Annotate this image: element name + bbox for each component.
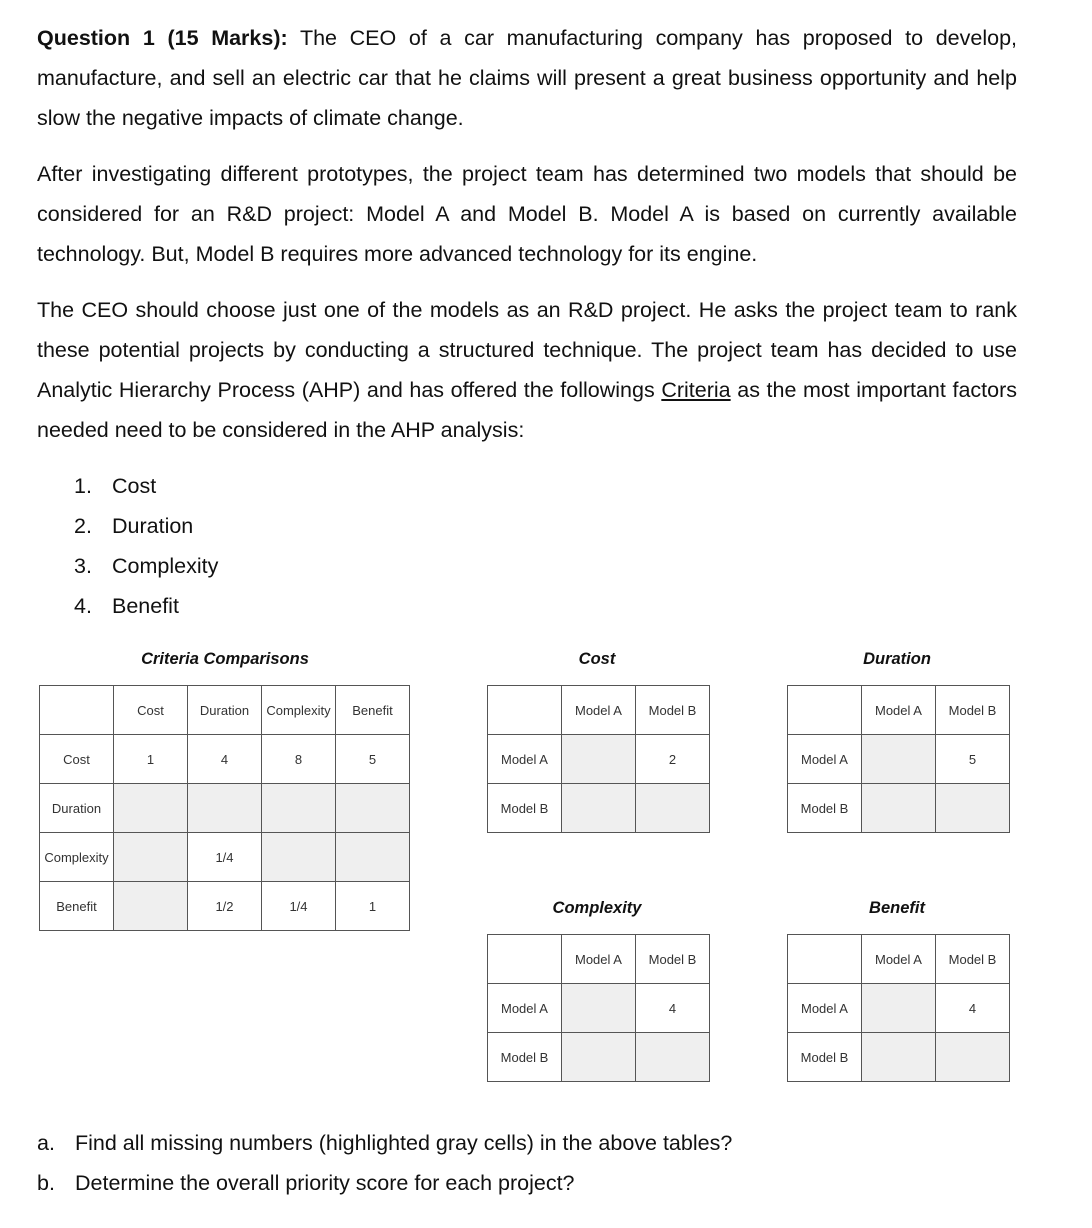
list-number: 1. xyxy=(74,474,92,498)
row-header: Model B xyxy=(788,784,862,833)
missing-cell xyxy=(262,833,336,882)
list-label: Benefit xyxy=(112,594,179,618)
column-header xyxy=(788,935,862,984)
column-header: Duration xyxy=(188,686,262,735)
column-header: Complexity xyxy=(262,686,336,735)
sub-question-text: Find all missing numbers (highlighted gray cells) in the above tables? xyxy=(75,1131,733,1155)
table-row xyxy=(40,784,410,833)
missing-cell xyxy=(636,784,710,833)
value-cell: 1 xyxy=(114,735,188,784)
criteria-list-item xyxy=(74,546,218,586)
row-header: Duration xyxy=(40,784,114,833)
column-header xyxy=(40,686,114,735)
sub-question xyxy=(37,1163,575,1203)
column-header: Benefit xyxy=(336,686,410,735)
table-row xyxy=(488,784,710,833)
column-header: Model B xyxy=(936,686,1010,735)
value-cell: 2 xyxy=(636,735,710,784)
missing-cell xyxy=(562,1033,636,1082)
missing-cell xyxy=(336,833,410,882)
sub-question-letter: a. xyxy=(37,1131,55,1155)
sub-question-text: Determine the overall priority score for each project? xyxy=(75,1171,575,1195)
criteria-comparison-table xyxy=(39,685,410,931)
table-row xyxy=(488,984,710,1033)
column-header xyxy=(488,686,562,735)
list-label: Cost xyxy=(112,474,157,498)
row-header: Model B xyxy=(488,784,562,833)
table-row xyxy=(488,1033,710,1082)
missing-cell xyxy=(188,784,262,833)
table-header-row xyxy=(788,935,1010,984)
model-comparison-table xyxy=(787,934,1010,1082)
missing-cell xyxy=(336,784,410,833)
model-table-title: Benefit xyxy=(869,899,925,917)
missing-cell xyxy=(636,1033,710,1082)
row-header: Model B xyxy=(488,1033,562,1082)
table-header-row xyxy=(40,686,410,735)
missing-cell xyxy=(562,784,636,833)
missing-cell xyxy=(862,784,936,833)
column-header: Model B xyxy=(636,935,710,984)
column-header: Model A xyxy=(862,935,936,984)
missing-cell xyxy=(114,833,188,882)
value-cell: 1 xyxy=(336,882,410,931)
model-table-title: Cost xyxy=(578,650,616,668)
model-comparison-table xyxy=(787,685,1010,833)
column-header: Model A xyxy=(862,686,936,735)
list-label: Complexity xyxy=(112,554,219,578)
column-header xyxy=(488,935,562,984)
ahp-text: The CEO should choose just one of the models as an R&D project. He asks the project team to rank these potential projects by conducting a structured technique. The project team has decided to use Analytic Hierarchy Process (AHP) and has offered the followings xyxy=(37,298,1017,402)
row-header: Benefit xyxy=(40,882,114,931)
table-row xyxy=(40,882,410,931)
row-header: Model A xyxy=(788,735,862,784)
sub-question xyxy=(37,1123,732,1163)
value-cell: 1/2 xyxy=(188,882,262,931)
missing-cell xyxy=(936,784,1010,833)
column-header: Model B xyxy=(936,935,1010,984)
value-cell: 4 xyxy=(188,735,262,784)
column-header: Model A xyxy=(562,686,636,735)
intro-text: The CEO of a car manufacturing company has proposed to develop, manufacture, and sell an electric car that he claims will present a great business opportunity and help slow the negative impacts of climate change. xyxy=(37,26,1018,130)
column-header: Model B xyxy=(636,686,710,735)
missing-cell xyxy=(862,984,936,1033)
row-header: Model B xyxy=(788,1033,862,1082)
missing-cell xyxy=(562,984,636,1033)
criteria-link[interactable]: Criteria xyxy=(661,378,731,402)
models-paragraph: After investigating different prototypes, the project team has determined two models that should be considered for an R&D project: Model A and Model B. Model A is based on currently available technology. But, Model B requires more advanced technology for its engine. xyxy=(37,162,1017,266)
value-cell: 1/4 xyxy=(262,882,336,931)
table-row xyxy=(788,984,1010,1033)
missing-cell xyxy=(262,784,336,833)
table-header-row xyxy=(488,935,710,984)
list-label: Duration xyxy=(112,514,194,538)
row-header: Model A xyxy=(788,984,862,1033)
table-row xyxy=(788,784,1010,833)
table-row xyxy=(40,833,410,882)
missing-cell xyxy=(862,1033,936,1082)
list-number: 4. xyxy=(74,594,92,618)
criteria-list-item xyxy=(74,586,218,626)
list-number: 3. xyxy=(74,554,92,578)
model-comparison-table xyxy=(487,934,710,1082)
column-header: Cost xyxy=(114,686,188,735)
criteria-list-item xyxy=(74,466,218,506)
criteria-table-title: Criteria Comparisons xyxy=(141,650,309,668)
missing-cell xyxy=(562,735,636,784)
column-header: Model A xyxy=(562,935,636,984)
model-comparison-table xyxy=(487,685,710,833)
table-header-row xyxy=(788,686,1010,735)
criteria-list xyxy=(74,466,218,626)
row-header: Model A xyxy=(488,984,562,1033)
intro-paragraph xyxy=(37,18,1017,138)
value-cell: 8 xyxy=(262,735,336,784)
model-table-title: Complexity xyxy=(552,899,642,917)
list-number: 2. xyxy=(74,514,92,538)
missing-cell xyxy=(936,1033,1010,1082)
ahp-text-end: as the most important factors needed need to be considered in the AHP analysis: xyxy=(37,378,1017,442)
table-header-row xyxy=(488,686,710,735)
criteria-list-item xyxy=(74,506,218,546)
column-header xyxy=(788,686,862,735)
model-table-title: Duration xyxy=(863,650,931,668)
value-cell: 4 xyxy=(936,984,1010,1033)
value-cell: 5 xyxy=(936,735,1010,784)
missing-cell xyxy=(862,735,936,784)
table-row xyxy=(788,1033,1010,1082)
question-heading: Question 1 (15 Marks): xyxy=(37,26,288,50)
ahp-paragraph xyxy=(37,290,1017,450)
missing-cell xyxy=(114,882,188,931)
value-cell: 4 xyxy=(636,984,710,1033)
table-row xyxy=(40,735,410,784)
table-row xyxy=(488,735,710,784)
value-cell: 5 xyxy=(336,735,410,784)
table-row xyxy=(788,735,1010,784)
sub-question-letter: b. xyxy=(37,1171,55,1195)
value-cell: 1/4 xyxy=(188,833,262,882)
row-header: Complexity xyxy=(40,833,114,882)
missing-cell xyxy=(114,784,188,833)
row-header: Cost xyxy=(40,735,114,784)
row-header: Model A xyxy=(488,735,562,784)
